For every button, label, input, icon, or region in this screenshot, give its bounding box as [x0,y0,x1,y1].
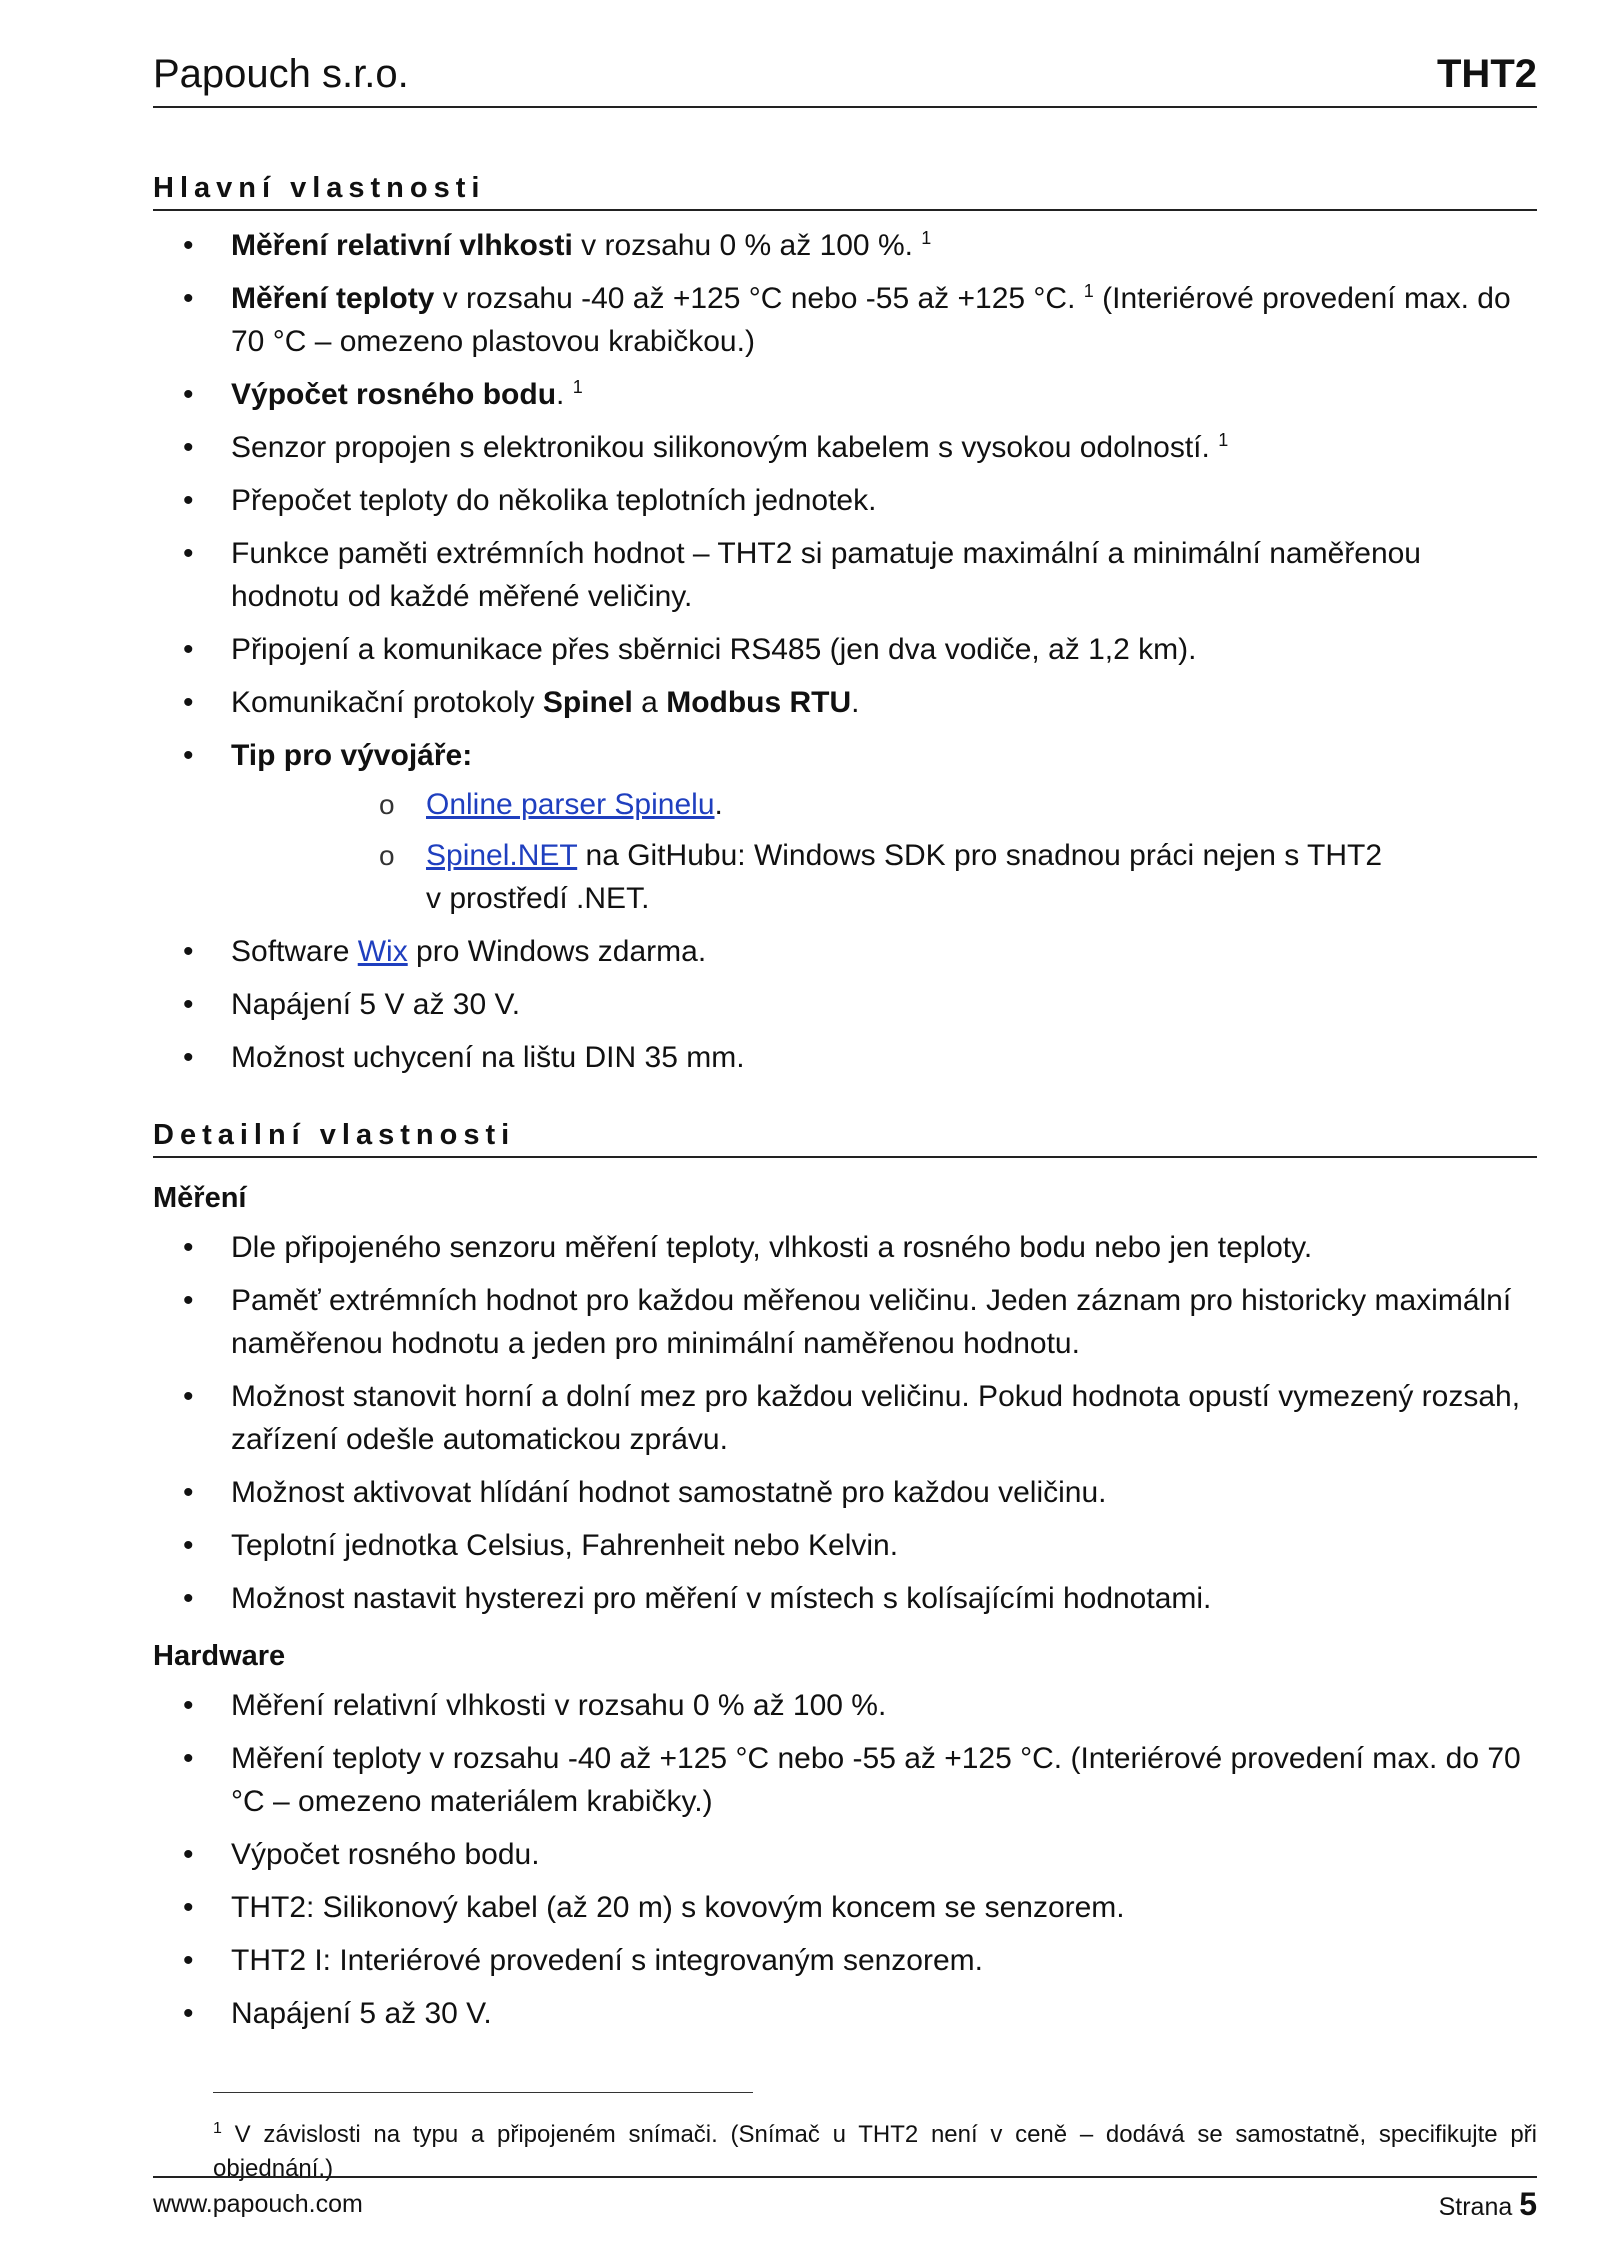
list-item: • Připojení a komunikace přes sběrnici RS485 (jen dva vodiče, až 1,2 km). [153,628,1537,671]
subsection-title-hardware: Hardware [153,1640,286,1672]
list-item: • Teplotní jednotka Celsius, Fahrenheit nebo Kelvin. [153,1524,1537,1567]
sub-list-item: o Online parser Spinelu. [231,783,1537,826]
list-item: • Komunikační protokoly Spinel a Modbus RTU. [153,681,1537,724]
measurement-list [153,1226,1537,1630]
list-item: • Paměť extrémních hodnot pro každou měřenou veličinu. Jeden záznam pro historicky maximální naměřenou hodnotu a jeden pro minimální naměřenou hodnotu. [153,1279,1537,1365]
main-features-list [153,224,1537,1089]
page-number: Strana 5 [1438,2186,1537,2222]
list-item: • Dle připojeného senzoru měření teploty, vlhkosti a rosného bodu nebo jen teploty. [153,1226,1537,1269]
company-name: Papouch s.r.o. [153,52,409,96]
footnote: $^1$ V závislosti na typu a připojeném snímači. (Snímač u THT2 není v ceně – dodává se samostatně, specifikujte při objednání.) [213,2120,1537,2182]
section-title-detail-features: Detailní vlastnosti [153,1119,1537,1158]
list-item: • THT2: Silikonový kabel (až 20 m) s kovovým koncem se senzorem. [153,1886,1537,1929]
developer-tip-sublist [231,783,1537,920]
list-item: • Měření teploty v rozsahu -40 až +125 °C nebo -55 až +125 °C. (Interiérové provedení max. do 70 °C – omezeno materiálem krabičky.) [153,1737,1537,1823]
list-item: • Funkce paměti extrémních hodnot – THT2 si pamatuje maximální a minimální naměřenou hodnotu od každé měřené veličiny. [153,532,1537,618]
list-item: • Výpočet rosného bodu. $^1$ [153,373,1537,416]
subsection-title-measurement: Měření [153,1182,247,1214]
list-item: • Měření relativní vlhkosti v rozsahu 0 % až 100 %. $^1$ [153,224,1537,267]
list-item: • Software Wix pro Windows zdarma. [153,930,1537,973]
page-footer [153,2176,1537,2228]
footnote-divider [213,2092,753,2093]
section-title-main-features: Hlavní vlastnosti [153,172,1537,211]
online-parser-link[interactable]: Online parser Spinelu [426,788,715,821]
list-item: • Senzor propojen s elektronikou silikonovým kabelem s vysokou odolností. $^1$ [153,426,1537,469]
list-item: • Napájení 5 až 30 V. [153,1992,1537,2035]
list-item: • Možnost stanovit horní a dolní mez pro každou veličinu. Pokud hodnota opustí vymezený rozsah, zařízení odešle automatickou zprávu. [153,1375,1537,1461]
list-item: • THT2 I: Interiérové provedení s integrovaným senzorem. [153,1939,1537,1982]
list-item: • Napájení 5 V až 30 V. [153,983,1537,1026]
list-item: • Měření relativní vlhkosti v rozsahu 0 % až 100 %. [153,1684,1537,1727]
footer-url: www.papouch.com [153,2190,363,2218]
page-header [153,52,1537,108]
product-name: THT2 [1437,52,1537,96]
sub-list-item: o Spinel.NET na GitHubu: Windows SDK pro snadnou práci nejen s THT2 v prostředí .NET. [231,834,1537,920]
list-item: • Možnost uchycení na lištu DIN 35 mm. [153,1036,1537,1079]
list-item: • Možnost nastavit hysterezi pro měření v místech s kolísajícími hodnotami. [153,1577,1537,1620]
list-item: • Možnost aktivovat hlídání hodnot samostatně pro každou veličinu. [153,1471,1537,1514]
list-item-developer-tip: • Tip pro vývojáře: o Online parser Spinelu. o Spinel.NET na GitHubu: Windows SDK pro snadnou práci nejen s THT2 v prostředí .NET. [153,734,1537,920]
list-item: • Měření teploty v rozsahu -40 až +125 °C nebo -55 až +125 °C. $^1$ (Interiérové provedení max. do 70 °C – omezeno plastovou krabičkou.) [153,277,1537,363]
wix-link[interactable]: Wix [357,935,408,968]
list-item: • Přepočet teploty do několika teplotních jednotek. [153,479,1537,522]
spinel-net-link[interactable]: Spinel.NET [426,839,578,872]
list-item: • Výpočet rosného bodu. [153,1833,1537,1876]
hardware-list [153,1684,1537,2045]
